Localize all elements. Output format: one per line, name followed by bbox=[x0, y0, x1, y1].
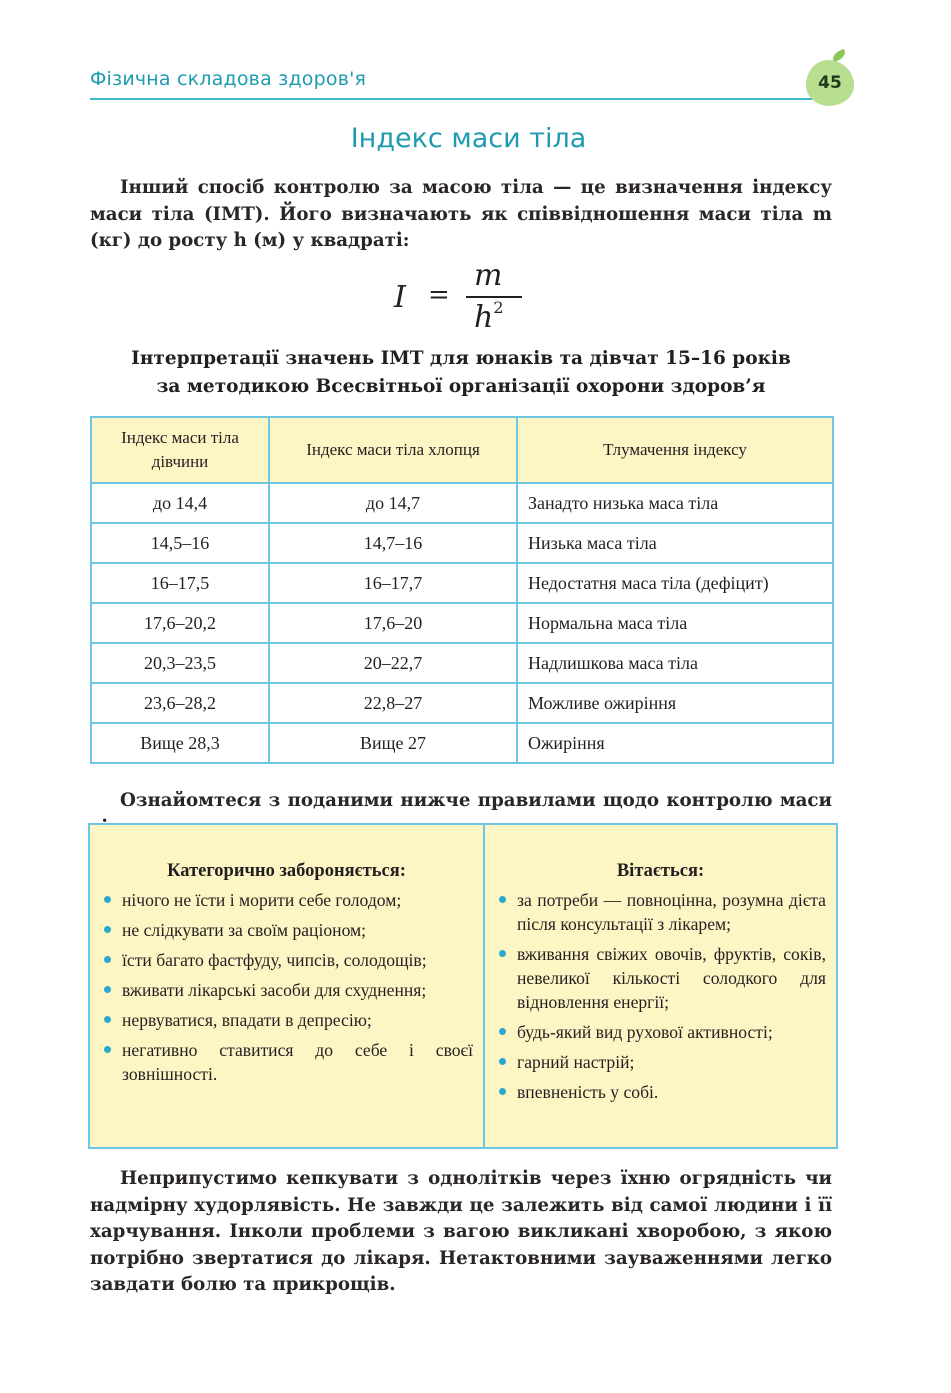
intro-paragraph: Інший спосіб контролю за масою тіла — це визначення індексу маси тіла (ІМТ). Його визначають як співвідношення маси тіла m (кг) до росту h (м) у квадраті: bbox=[90, 177, 832, 251]
col-header-girls: Індекс маси тіла дівчини bbox=[91, 417, 269, 483]
col-header-boys: Індекс маси тіла хлопця bbox=[269, 417, 517, 483]
cell-girls: Вище 28,3 bbox=[91, 723, 269, 763]
closing-paragraph: Неприпустимо кепкувати з однолітків через їхню огрядність чи надмірну худорлявість. Не завжди це залежить від самої людини і її харчування. Інколи проблеми з вагою викликані хворобою, з якою потрібно звертатися до лікаря. Нетактовними зауваженнями легко завдати болю та прикрощів. bbox=[90, 1168, 832, 1295]
welcome-list bbox=[485, 888, 836, 1104]
list-item: їсти багато фастфуду, чипсів, солодощів; bbox=[102, 948, 473, 972]
table-row bbox=[91, 483, 833, 523]
formula-numerator: m bbox=[474, 258, 503, 293]
cell-boys: 20–22,7 bbox=[269, 643, 517, 683]
table-caption-line-2: за методикою Всесвітньої організації охорони здоров’я bbox=[156, 376, 766, 397]
cell-girls: 20,3–23,5 bbox=[91, 643, 269, 683]
cell-boys: Вище 27 bbox=[269, 723, 517, 763]
cell-boys: 22,8–27 bbox=[269, 683, 517, 723]
list-item: гарний настрій; bbox=[497, 1050, 826, 1074]
rules-intro: Ознайомтеся з поданими нижче правилами щодо контролю маси bbox=[120, 790, 832, 811]
bmi-table bbox=[90, 416, 834, 764]
cell-interpretation: Недостатня маса тіла (дефіцит) bbox=[517, 563, 833, 603]
running-header: Фізична складова здоров'я bbox=[90, 68, 367, 90]
cell-interpretation: Занадто низька маса тіла bbox=[517, 483, 833, 523]
cell-interpretation: Низька маса тіла bbox=[517, 523, 833, 563]
header-divider bbox=[90, 98, 830, 100]
cell-interpretation: Можливе ожиріння bbox=[517, 683, 833, 723]
list-item: вживати лікарські засоби для схуднення; bbox=[102, 978, 473, 1002]
welcome-title: Вітається: bbox=[616, 861, 705, 881]
section-title: Індекс маси тіла bbox=[350, 123, 587, 154]
cell-boys: до 14,7 bbox=[269, 483, 517, 523]
col-header-interpretation: Тлумачення індексу bbox=[517, 417, 833, 483]
cell-interpretation: Надлишкова маса тіла bbox=[517, 643, 833, 683]
table-header-row bbox=[91, 417, 833, 483]
cell-boys: 14,7–16 bbox=[269, 523, 517, 563]
list-item: вживання свіжих овочів, фруктів, соків, невеликої кількості солодкого для відновлення енергії; bbox=[497, 942, 826, 1014]
list-item: негативно ставитися до себе і своєї зовнішності. bbox=[102, 1038, 473, 1086]
list-item: нервуватися, впадати в депресію; bbox=[102, 1008, 473, 1032]
cell-girls: 17,6–20,2 bbox=[91, 603, 269, 643]
formula-exponent: 2 bbox=[493, 298, 504, 317]
list-item: будь-який вид рухової активності; bbox=[497, 1020, 826, 1044]
page-number: 45 bbox=[818, 73, 842, 93]
list-item: за потреби — повноцінна, розумна дієта після консультації з лікарем; bbox=[497, 888, 826, 936]
forbidden-title: Категорично забороняється: bbox=[167, 861, 406, 881]
forbidden-list bbox=[90, 888, 483, 1086]
forbidden-column bbox=[90, 825, 485, 1147]
list-item: нічого не їсти і морити себе голодом; bbox=[102, 888, 473, 912]
formula-denominator: $h^2$ bbox=[474, 298, 504, 335]
bmi-formula bbox=[388, 258, 538, 338]
cell-boys: 17,6–20 bbox=[269, 603, 517, 643]
table-caption-line-1: Інтерпретації значень ІМТ для юнаків та дівчат 15–16 років bbox=[131, 348, 791, 369]
cell-girls: 23,6–28,2 bbox=[91, 683, 269, 723]
table-row bbox=[91, 603, 833, 643]
cell-girls: 16–17,5 bbox=[91, 563, 269, 603]
cell-interpretation: Ожиріння bbox=[517, 723, 833, 763]
table-row bbox=[91, 563, 833, 603]
page-number-badge bbox=[806, 60, 854, 106]
cell-girls: до 14,4 bbox=[91, 483, 269, 523]
table-row bbox=[91, 643, 833, 683]
table-row bbox=[91, 723, 833, 763]
formula-lhs: I bbox=[394, 280, 406, 315]
rules-box bbox=[88, 823, 838, 1149]
welcome-column bbox=[485, 825, 836, 1147]
table-caption bbox=[90, 345, 832, 401]
list-item: не слідкувати за своїм раціоном; bbox=[102, 918, 473, 942]
cell-interpretation: Нормальна маса тіла bbox=[517, 603, 833, 643]
list-item: впевненість у собі. bbox=[497, 1080, 826, 1104]
formula-equals: = bbox=[428, 280, 450, 310]
cell-girls: 14,5–16 bbox=[91, 523, 269, 563]
table-row bbox=[91, 523, 833, 563]
cell-boys: 16–17,7 bbox=[269, 563, 517, 603]
table-row bbox=[91, 683, 833, 723]
